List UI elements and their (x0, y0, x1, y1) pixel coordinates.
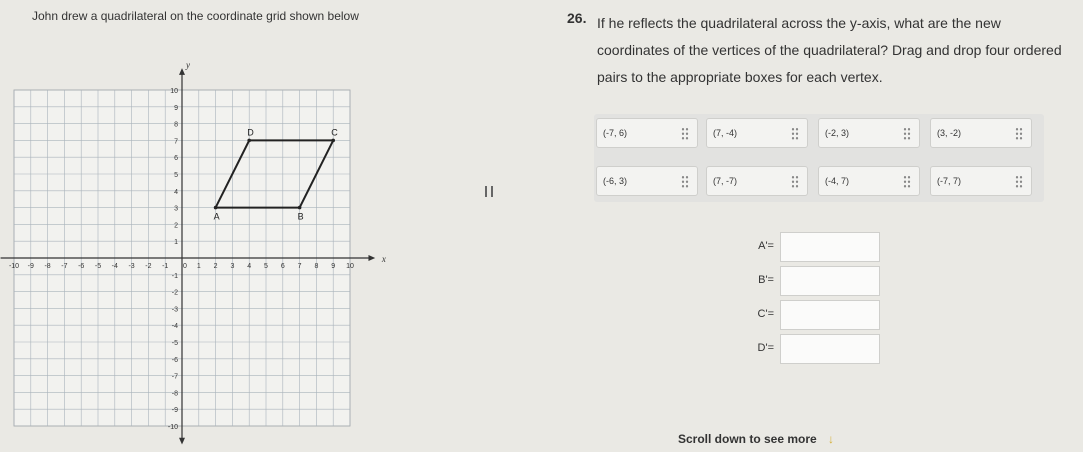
x-tick-label: -7 (61, 263, 68, 270)
drag-handle-icon (681, 127, 689, 141)
vertex-point (331, 139, 335, 143)
y-tick-label: -3 (171, 306, 178, 314)
y-tick-label: -10 (167, 424, 178, 431)
choice-tile[interactable] (818, 118, 920, 148)
y-tick-label: 1 (174, 239, 178, 247)
vertex-point (214, 206, 218, 210)
coordinate-grid-svg (0, 50, 395, 450)
vertex-label: D (247, 127, 254, 138)
choice-tile[interactable] (706, 166, 808, 196)
choice-bank (594, 114, 1044, 202)
choice-tile[interactable] (930, 118, 1032, 148)
choice-label: (-6, 3) (603, 176, 628, 186)
x-tick-label: -9 (27, 263, 34, 270)
x-tick-label: 8 (314, 263, 319, 270)
y-tick-label: -8 (171, 390, 178, 398)
drag-handle-icon (1015, 127, 1023, 141)
y-tick-label: -2 (171, 289, 178, 297)
question-number: 26. (567, 10, 587, 26)
drag-handle-icon (903, 127, 911, 141)
y-tick-label: -1 (171, 272, 178, 280)
y-axis-arrow-icon (179, 68, 185, 75)
drag-handle-icon (903, 175, 911, 189)
y-tick-label: 6 (174, 155, 178, 163)
drag-handle-icon (681, 175, 689, 189)
vertex-label: A (213, 211, 220, 222)
answer-label-a: A'= (758, 240, 774, 252)
coordinate-grid (0, 50, 395, 450)
left-prompt: John drew a quadrilateral on the coordinate grid shown below (32, 9, 359, 23)
scroll-hint-text: Scroll down to see more (678, 432, 817, 446)
x-tick-label: 5 (264, 263, 268, 270)
y-tick-label: 3 (174, 205, 178, 213)
x-tick-label: -1 (162, 263, 169, 270)
y-axis-arrow-down-icon (179, 438, 185, 445)
choice-label: (-7, 6) (603, 128, 628, 138)
answer-label-d: D'= (757, 342, 774, 354)
choice-tile[interactable] (818, 166, 920, 196)
y-tick-label: -5 (171, 340, 178, 347)
vertex-label: C (331, 127, 338, 138)
y-tick-label: -7 (171, 373, 178, 381)
x-tick-label: -8 (44, 263, 51, 270)
drop-box-c[interactable] (780, 300, 880, 330)
x-tick-label: -6 (78, 263, 85, 270)
vertex-label: B (297, 211, 304, 222)
choice-label: (3, -2) (937, 128, 962, 138)
answer-label-c: C'= (757, 308, 774, 320)
question-text: If he reflects the quadrilateral across the y-axis, what are the new coordinates of the vertices of the quadrilateral? Drag and drop four ordered pairs to the appropriate boxes for each vertex. (597, 15, 1062, 85)
choice-label: (-7, 7) (937, 176, 962, 186)
x-tick-label: -5 (94, 263, 102, 270)
choice-label: (-4, 7) (825, 176, 850, 186)
drop-box-a[interactable] (780, 232, 880, 262)
choice-label: (7, -4) (713, 128, 738, 138)
x-tick-label: 10 (346, 263, 354, 270)
y-tick-label: -6 (171, 356, 178, 364)
choice-tile[interactable] (596, 118, 698, 148)
vertex-point (247, 139, 251, 143)
drop-box-d[interactable] (780, 334, 880, 364)
x-tick-label: 4 (247, 263, 252, 270)
x-axis-label: x (381, 254, 386, 264)
drag-handle-icon (791, 127, 799, 141)
y-tick-label: 5 (174, 172, 178, 179)
vertex-point (298, 206, 302, 210)
y-tick-label: 2 (174, 222, 178, 230)
y-tick-label: -9 (171, 407, 178, 415)
x-axis-arrow-icon (368, 255, 375, 261)
choice-label: (7, -7) (713, 176, 738, 186)
x-tick-label: 2 (213, 263, 218, 270)
choice-tile[interactable] (596, 166, 698, 196)
y-tick-label: 10 (170, 88, 178, 95)
choice-tile[interactable] (706, 118, 808, 148)
x-tick-label: 9 (331, 263, 336, 270)
pause-icon[interactable] (484, 186, 496, 198)
drag-handle-icon (791, 175, 799, 189)
y-axis-label: y (186, 60, 190, 71)
x-tick-label: -3 (128, 263, 135, 270)
x-tick-label: -10 (8, 263, 20, 270)
y-tick-label: -4 (171, 323, 178, 331)
drag-handle-icon (1015, 175, 1023, 189)
y-tick-label: 4 (174, 188, 178, 196)
y-tick-label: 8 (174, 121, 178, 129)
x-tick-label: 1 (196, 263, 201, 270)
scroll-hint (678, 432, 834, 446)
x-tick-label: 3 (230, 263, 235, 270)
choice-tile[interactable] (930, 166, 1032, 196)
choice-label: (-2, 3) (825, 128, 850, 138)
arrow-down-icon: ↓ (828, 432, 835, 446)
origin-label: 0 (183, 263, 187, 270)
answer-label-b: B'= (758, 274, 774, 286)
x-tick-label: 7 (297, 263, 302, 270)
y-tick-label: 9 (174, 104, 178, 112)
x-tick-label: -4 (111, 263, 118, 270)
x-tick-label: -2 (145, 263, 152, 270)
y-tick-label: 7 (174, 138, 178, 146)
drop-box-b[interactable] (780, 266, 880, 296)
x-tick-label: 6 (280, 263, 285, 270)
